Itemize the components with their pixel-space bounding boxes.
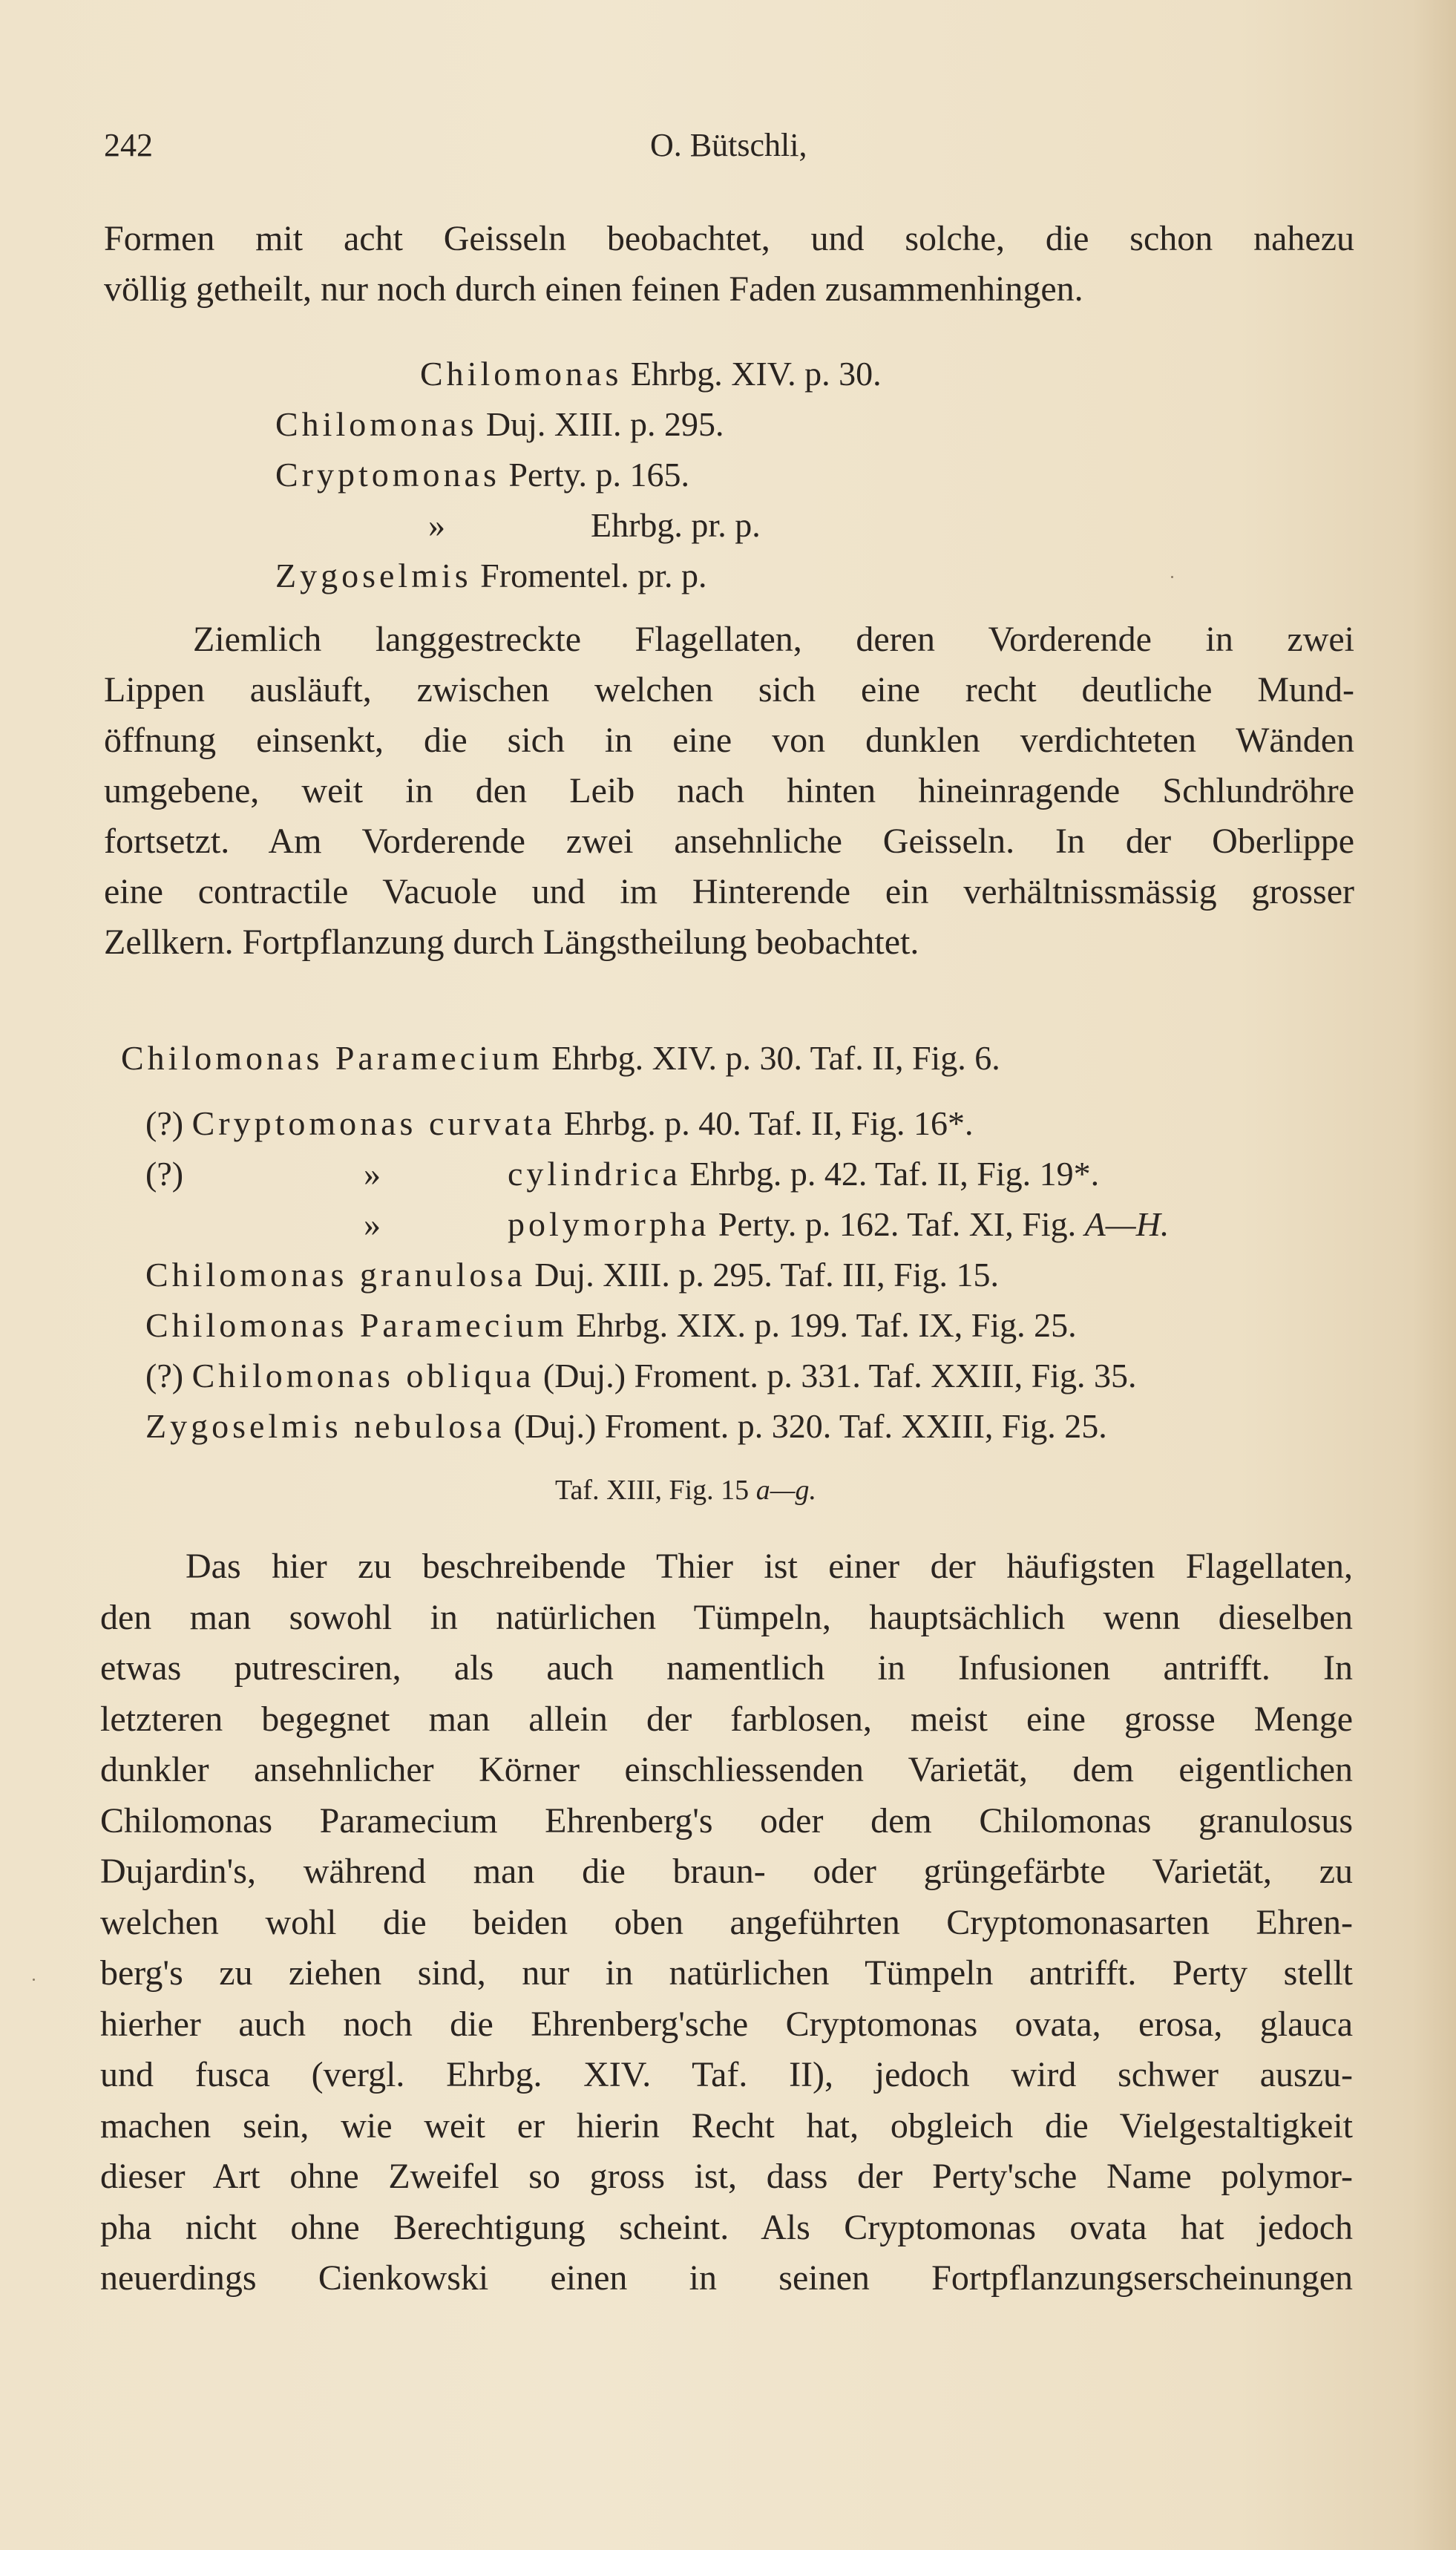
paragraph-1 [104,214,1354,315]
text-line: pha nicht ohne Berechtigung scheint. Als Cryptomonas ovata hat jedoch [100,2207,1353,2247]
text-line: Zellkern. Fortpflanzung durch Längstheilung beobachtet. [104,922,919,962]
text-line: öffnung einsenkt, die sich in eine von dunklen verdichteten Wänden [104,721,1354,760]
page-number: 242 [104,127,153,163]
synonym-entry: Chilomonas Duj. XIII. p. 295. [275,405,724,443]
text-line: Formen mit acht Geisseln beobachtet, und solche, die schon nahezu [104,219,1354,258]
text-line: Chilomonas Paramecium Ehrenberg's oder dem Chilomonas granulosus [100,1800,1353,1841]
synonym-entry: Ehrbg. pr. p. [591,506,761,544]
synonym-entry: polymorpha Perty. p. 162. Taf. XI, Fig. A—H. [508,1205,1170,1243]
synonym-entry: Chilomonas granulosa Duj. XIII. p. 295. Taf. III, Fig. 15. [145,1256,999,1294]
text-line: etwas putresciren, als auch namentlich in Infusionen antrifft. In [100,1648,1353,1688]
text-line: welchen wohl die beiden oben angeführten Cryptomonasarten Ehren- [100,1902,1353,1942]
synonym-entry: cylindrica Ehrbg. p. 42. Taf. II, Fig. 19*. [508,1155,1100,1193]
synonym-entry: Chilomonas Ehrbg. XIV. p. 30. [420,355,882,393]
text-line: Lippen ausläuft, zwischen welchen sich eine recht deutliche Mund- [104,670,1354,709]
paragraph-3 [100,1541,1353,2304]
synonym-entry: Zygoselmis nebulosa (Duj.) Froment. p. 320. Taf. XXIII, Fig. 25. [145,1407,1107,1445]
text-line: hierher auch noch die Ehrenberg'sche Cryptomonas ovata, erosa, glauca [100,2004,1353,2044]
synonym-entry: (?) Cryptomonas curvata Ehrbg. p. 40. Taf. II, Fig. 16*. [145,1104,974,1142]
text-line: berg's zu ziehen sind, nur in natürlichen Tümpeln antrifft. Perty stellt [100,1953,1353,1993]
synonym-prefix: (?) [145,1155,184,1193]
ditto-mark: » [364,1155,381,1193]
text-line: letzteren begegnet man allein der farblosen, meist eine grosse Menge [100,1699,1353,1739]
figure-reference: Taf. XIII, Fig. 15 a—g. [555,1475,816,1506]
text-line: dieser Art ohne Zweifel so gross ist, dass der Perty'sche Name polymor- [100,2157,1353,2196]
synonym-entry: Zygoselmis Fromentel. pr. p. [275,557,707,594]
paper-speck [33,1979,35,1981]
text-line: völlig getheilt, nur noch durch einen feinen Faden zusammenhingen. [104,269,1083,309]
text-line: machen sein, wie weit er hierin Recht hat, obgleich die Vielgestaltigkeit [100,2105,1353,2146]
ditto-mark: » [364,1205,381,1243]
ditto-mark: » [428,506,445,544]
paper-speck [1171,576,1173,578]
text-line: und fusca (vergl. Ehrbg. XIV. Taf. II), jedoch wird schwer auszu- [100,2055,1353,2094]
text-line: Das hier zu beschreibende Thier ist einer der häufigsten Flagellaten, [186,1547,1353,1586]
text-line: fortsetzt. Am Vorderende zwei ansehnliche Geisseln. In der Oberlippe [104,822,1354,861]
text-line: eine contractile Vacuole und im Hinterende ein verhältnissmässig grosser [104,872,1354,911]
text-line: dunkler ansehnlicher Körner einschliessenden Varietät, dem eigentlichen [100,1750,1353,1789]
synonym-entry: Cryptomonas Perty. p. 165. [275,456,690,494]
synonym-entry: Chilomonas Paramecium Ehrbg. XIX. p. 199. Taf. IX, Fig. 25. [145,1306,1077,1344]
paragraph-2 [104,614,1354,968]
text-line: Ziemlich langgestreckte Flagellaten, deren Vorderende in zwei [193,620,1354,659]
running-title: O. Bütschli, [650,127,807,163]
text-line: umgebene, weit in den Leib nach hinten hineinragende Schlundröhre [104,771,1354,810]
text-line: Dujardin's, während man die braun- oder grüngefärbte Varietät, zu [100,1852,1353,1891]
synonym-entry: Chilomonas Paramecium Ehrbg. XIV. p. 30. Taf. II, Fig. 6. [121,1039,1000,1077]
text-line: den man sowohl in natürlichen Tümpeln, hauptsächlich wenn dieselben [100,1597,1353,1637]
text-line: neuerdings Cienkowski einen in seinen Fortpflanzungserscheinungen [100,2258,1353,2298]
synonym-entry: (?) Chilomonas obliqua (Duj.) Froment. p. 331. Taf. XXIII, Fig. 35. [145,1357,1137,1394]
